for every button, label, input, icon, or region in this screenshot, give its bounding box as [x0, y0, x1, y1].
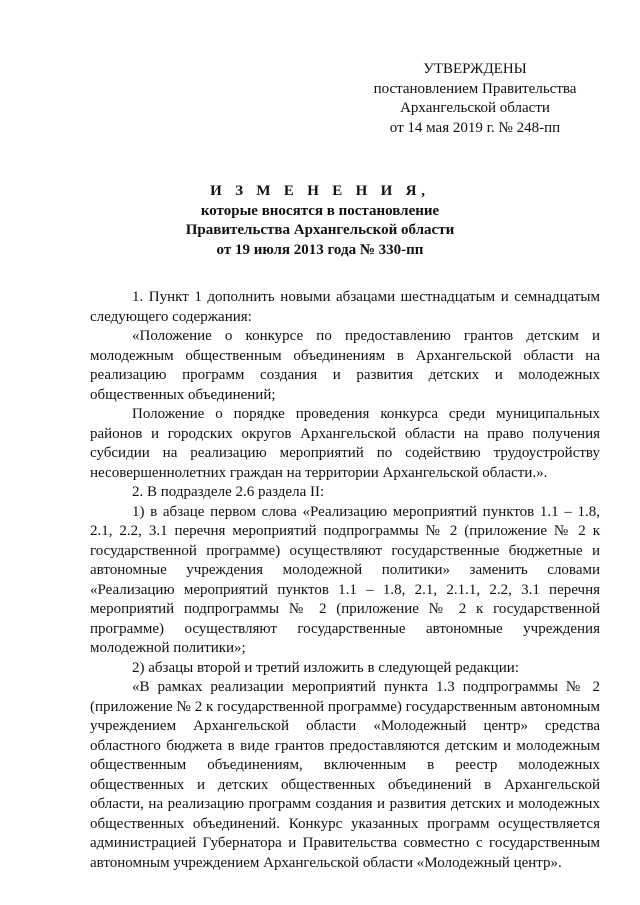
paragraph: 1) в абзаце первом слова «Реализацию мероприятий пунктов 1.1 – 1.8, 2.1, 2.2, 3.1 перечня мероприятий подпрограммы № 2 (приложение № 2 к государственной программе) осуществляют государственные бюджетные и автономные учреждения молодежной политики» заменить словами «Реализацию мероприятий пунктов 1.1 – 1.8, 2.1, 2.1.1, 2.2, 3.1 перечня мероприятий подпрограммы № 2 (приложение № 2 к государственной программе) осуществляют государственные автономные учреждения молодежной политики»; [90, 503, 600, 656]
approved-line-2: Архангельской области [400, 100, 550, 116]
paragraph: 2) абзацы второй и третий изложить в следующей редакции: [132, 659, 519, 676]
paragraph: «В рамках реализации мероприятий пункта 1.3 подпрограммы № 2 (приложение № 2 к государственной программе) государственным автономным учреждением Архангельской области «Молодежный центр» средства областного бюджета в виде грантов предоставляются детским и молодежным общественным объединениям, включенным в реестр молодежных общественных и детских общественных объединений в Архангельской области, на реализацию программ создания и развития детских и молодежных общественных объединений. Конкурс указанных программ осуществляется администрацией Губернатора и Правительства совместно с государственным автономным учреждением Архангельской области «Молодежный центр». [90, 679, 600, 871]
paragraph: «Положение о конкурсе по предоставлению грантов детским и молодежным общественным объединениям в Архангельской области на реализацию программ создания и развития детских и молодежных общественных объединений; [90, 328, 600, 403]
approval-stamp [360, 60, 590, 138]
title-line-2: Правительства Архангельской области [185, 222, 455, 238]
paragraph: Положение о порядке проведения конкурса среди муниципальных районов и городских округов Архангельской области на право получения субсидии на реализацию мероприятий по содействию трудоустройству несовершеннолетних граждан на территории Архангельской области.». [90, 406, 600, 481]
paragraph: 1. Пункт 1 дополнить новыми абзацами шестнадцатым и семнадцатым следующего содержания: [90, 289, 600, 325]
document-body [90, 288, 600, 873]
title-line-3: от 19 июля 2013 года № 330-пп [216, 241, 424, 258]
approved-line-3: от 14 мая 2019 г. № 248-пп [389, 119, 561, 136]
title-line-1: которые вносятся в постановление [200, 202, 440, 219]
approved-line-1: постановлением Правительства [373, 80, 577, 97]
approved-heading: УТВЕРЖДЕНЫ [423, 61, 527, 77]
document-title [100, 182, 540, 260]
paragraph: 2. В подразделе 2.6 раздела II: [132, 484, 325, 500]
title-main: И З М Е Н Е Н И Я, [210, 183, 430, 199]
